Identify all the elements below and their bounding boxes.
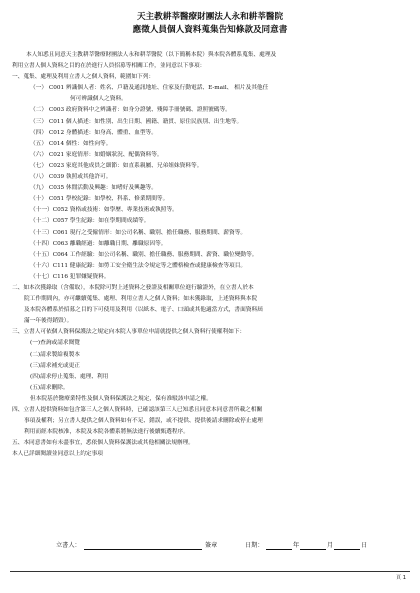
list-item: （四） C012 身體描述：如身高、體重、血型等。 <box>30 129 157 136</box>
right-item: (一)查詢或請求閱覽 <box>30 340 80 347</box>
list-item: （十） C051 學校紀錄：如學校、科系、修業期間等。 <box>30 196 169 203</box>
list-item: （二） C003 政府資料中之辨識者：如身分證號、殘障手冊號碼、證照號碼等。 <box>30 107 231 114</box>
section-2-line: 及本院各體系於招募之目的下可使用及利用（以紙本、電子、口頭或其他適當方式，書面資料屆 <box>24 307 263 314</box>
title-hospital: 天主教耕莘醫療財團法人永和耕莘醫院 <box>136 12 284 22</box>
section-2-line: 院工作期間內，亦可繼續蒐集、處理、利用立書人之個人資料；如未獲錄取，上述資料與本院 <box>24 296 258 303</box>
right-item: (三)請求補充或更正 <box>30 362 80 369</box>
document-body <box>12 50 410 460</box>
section-4-line: 四、立書人提供資料如包含第三人之個人資料時，已確認該第三人已知悉且同意本同意書所載之相關 <box>12 407 263 413</box>
day-unit: 日 <box>361 542 368 549</box>
section-1-title: 一、蒐集、處理及利用立書人之個人資料，範圍如下列： <box>12 74 155 81</box>
list-item: （十六）C111 健康紀錄：如勞工安全衛生法令規定等之體格檢查或健康檢查等項目。 <box>30 262 247 269</box>
page-number: 頁 1 <box>395 575 406 581</box>
list-item: （十三）C061 現行之受僱情形：如公司名稱、職別、擔任職務、服務期間、薪資等。 <box>30 229 247 236</box>
right-item: (五)請求刪除。 <box>30 384 69 391</box>
list-item: （九） C035 休閒活動及興趣：如嗜好及興趣等。 <box>30 185 157 192</box>
list-item: （十七）C116 犯罪嫌疑資料。 <box>30 273 110 280</box>
list-item: （六） C021 家庭情形：如婚姻狀況、配偶資料等。 <box>30 151 163 158</box>
section-2-line: 滿一年後得銷毀）。 <box>24 318 73 325</box>
signature-field[interactable] <box>84 541 202 550</box>
title-consent: 應徵人員個人資料蒐集告知條款及同意書 <box>132 25 288 35</box>
month-unit: 月 <box>327 542 334 549</box>
confirm-line: 本人已詳細閱讀並同意以上約定事項 <box>12 451 103 458</box>
list-item: （十二）C057 學生紀錄：如在學期間成績等。 <box>30 218 150 225</box>
list-item: （三） C011 個人描述：如性別、出生日期、國籍、籍貫、原住民族別、出生地等。 <box>30 118 243 125</box>
right-item: (二)請求製給複製本 <box>30 351 80 358</box>
footer-divider <box>10 571 410 572</box>
day-field[interactable] <box>334 541 360 550</box>
list-item-cont: 何可辨識個人之資料。 <box>70 96 127 103</box>
list-item: （八） C039 執照或其他許可。 <box>30 174 112 181</box>
list-item: （五） C014 個性：如性向等。 <box>30 140 112 147</box>
list-item: （十五）C064 工作經驗：如公司名稱、職別、擔任職務、服務期間、薪資、職位變動等。 <box>30 251 258 258</box>
year-field[interactable] <box>266 541 292 550</box>
right-item: (四)請求停止蒐集、處理、利用 <box>30 373 109 380</box>
year-unit: 年 <box>293 542 300 549</box>
section-2-line: 二、如本次獲錄取（含備取），本院除可對上述資料之發證及相關單位進行驗證外，在立書人於本 <box>12 284 254 291</box>
signature-suffix: 簽章 <box>205 542 218 549</box>
signer-label: 立書人： <box>56 542 81 549</box>
section-4-line: 利用而經本院核准，本院及本院各體系將無法進行後續甄選程序。 <box>24 429 189 436</box>
list-item: （七） C023 家庭其他成員之細節：如直系親屬、兄弟姐妹資料等。 <box>30 162 203 169</box>
date-label: 日期： <box>245 542 264 549</box>
month-field[interactable] <box>300 541 326 550</box>
rights-note: 但本院基於醫療業特性及個人資料保護法之規定，保有准駁該申請之權。 <box>30 395 212 402</box>
section-3-title: 三、立書人可依個人資料保護法之規定向本院人事單位申請就提供之個人資料行使權利如下： <box>12 329 246 336</box>
intro-line: 利用立書人個人資料之目的在於進行人員招募等相關工作，並同意以下事項： <box>12 63 206 70</box>
list-item: （一） C001 辨識個人者：姓名、戶籍及通訊地址、住家及行動電話、E-mail、 相片及其他任 <box>30 85 269 92</box>
list-item: （十四）C063 離職經過：如離職日期、離職原因等。 <box>30 240 167 247</box>
list-item: （十一）C052 資格或技術：如學歷、專業技術或執照等。 <box>30 207 178 214</box>
section-4-line: 事項及權利；另立書人提供之個人資料如有不足、錯誤，或不提供、提供後請求刪除或停止處理 <box>24 418 263 425</box>
intro-line: 本人知悉且同意天主教耕莘醫療財團法人永和耕莘醫院（以下簡稱本院）與本院各體系蒐集、處理及 <box>26 52 277 58</box>
section-5-line: 五、本同意書如有未盡事宜，悉依個人資料保護法或其他相關法規辦理。 <box>12 440 194 447</box>
